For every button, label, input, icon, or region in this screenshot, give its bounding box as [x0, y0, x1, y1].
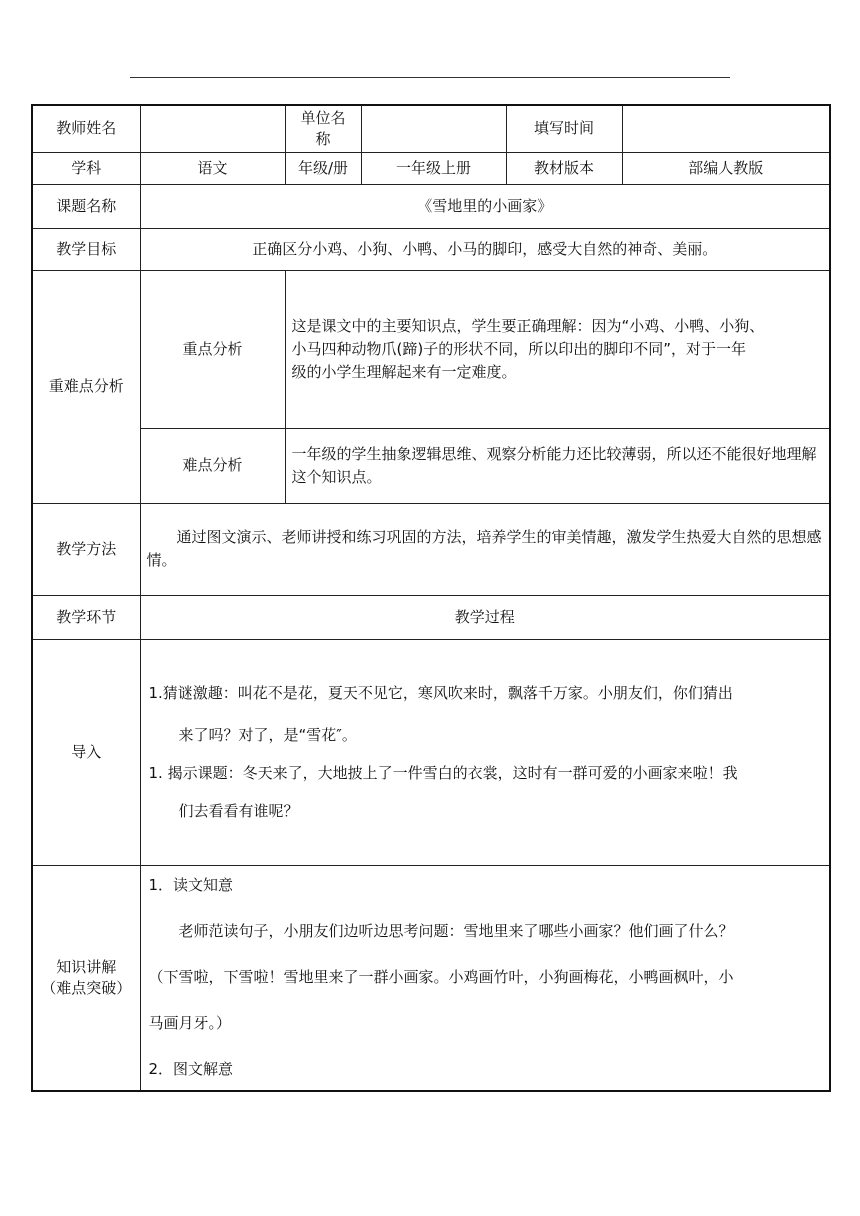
teacher-name-field[interactable]: [140, 105, 285, 152]
method-text: 通过图文演示、老师讲授和练习巩固的方法，培养学生的审美情趣，激发学生热爱大自然的思想感情。: [140, 503, 830, 595]
intro-line: 来了吗？对了，是“雪花″。: [178, 726, 357, 744]
subject-label: 学科: [32, 152, 140, 184]
row-teacher: [32, 105, 830, 152]
knowledge-line: （下雪啦，下雪啦！雪地里来了一群小画家。小鸡画竹叶，小狗画梅花，小鸭画枫叶，小: [148, 967, 734, 986]
topic-label: 课题名称: [32, 184, 140, 228]
teacher-name-label: 教师姓名: [32, 105, 140, 152]
row-difficult-analysis: [32, 428, 830, 503]
key-analysis-line: 这是课文中的主要知识点，学生要正确理解：因为“小鸡、小鸭、小狗、: [291, 316, 765, 335]
stage-label: 教学环节: [32, 595, 140, 639]
goal-value: 正确区分小鸡、小狗、小鸭、小马的脚印，感受大自然的神奇、美丽。: [140, 228, 830, 270]
knowledge-line: 马画月牙。）: [148, 1013, 232, 1032]
topic-value: 《雪地里的小画家》: [140, 184, 830, 228]
row-knowledge: [32, 865, 830, 1091]
knowledge-label: [32, 865, 140, 1091]
edition-label: 教材版本: [506, 152, 622, 184]
key-analysis-label: 重点分析: [140, 270, 285, 428]
knowledge-label-line: 知识讲解: [56, 957, 117, 976]
row-topic: [32, 184, 830, 228]
row-intro: [32, 639, 830, 865]
key-analysis-line: 级的小学生理解起来有一定难度。: [291, 362, 517, 381]
row-goal: [32, 228, 830, 270]
intro-label: 导入: [32, 639, 140, 865]
fill-time-field[interactable]: [622, 105, 830, 152]
key-analysis-text: [285, 270, 830, 428]
row-key-analysis: [32, 270, 830, 428]
lesson-plan-table: [31, 104, 831, 1092]
knowledge-line: 1．读文知意: [148, 875, 234, 894]
header-rule: [130, 77, 730, 78]
fill-time-label: 填写时间: [506, 105, 622, 152]
intro-line: 1. 揭示课题：冬天来了，大地披上了一件雪白的衣裳，这时有一群可爱的小画家来啦！我: [148, 764, 738, 782]
row-method: [32, 503, 830, 595]
difficult-analysis-text: 一年级的学生抽象逻辑思维、观察分析能力还比较薄弱，所以还不能很好地理解这个知识点。: [285, 428, 830, 503]
row-subject: [32, 152, 830, 184]
grade-label: 年级/册: [285, 152, 361, 184]
subject-value: 语文: [140, 152, 285, 184]
knowledge-line: 2．图文解意: [148, 1059, 234, 1078]
unit-name-label: 单位名称: [285, 105, 361, 152]
intro-text: [140, 639, 830, 865]
grade-value: 一年级上册: [361, 152, 506, 184]
knowledge-label-line: （难点突破）: [41, 978, 132, 997]
row-process-header: [32, 595, 830, 639]
difficult-analysis-label: 难点分析: [140, 428, 285, 503]
goal-label: 教学目标: [32, 228, 140, 270]
intro-line: 1.猜谜激趣：叫花不是花，夏天不见它，寒风吹来时，飘落千万家。小朋友们，你们猜出: [148, 684, 733, 702]
edition-value: 部编人教版: [622, 152, 830, 184]
intro-line: 们去看看有谁呢？: [178, 802, 299, 820]
knowledge-line: 老师范读句子，小朋友们边听边思考问题：雪地里来了哪些小画家？他们画了什么？: [178, 921, 734, 940]
key-analysis-line: 小马四种动物爪(蹄)子的形状不同，所以印出的脚印不同”，对于一年: [291, 339, 746, 358]
method-label: 教学方法: [32, 503, 140, 595]
analysis-label: 重难点分析: [32, 270, 140, 503]
knowledge-text: [140, 865, 830, 1091]
process-label: 教学过程: [140, 595, 830, 639]
unit-name-field[interactable]: [361, 105, 506, 152]
